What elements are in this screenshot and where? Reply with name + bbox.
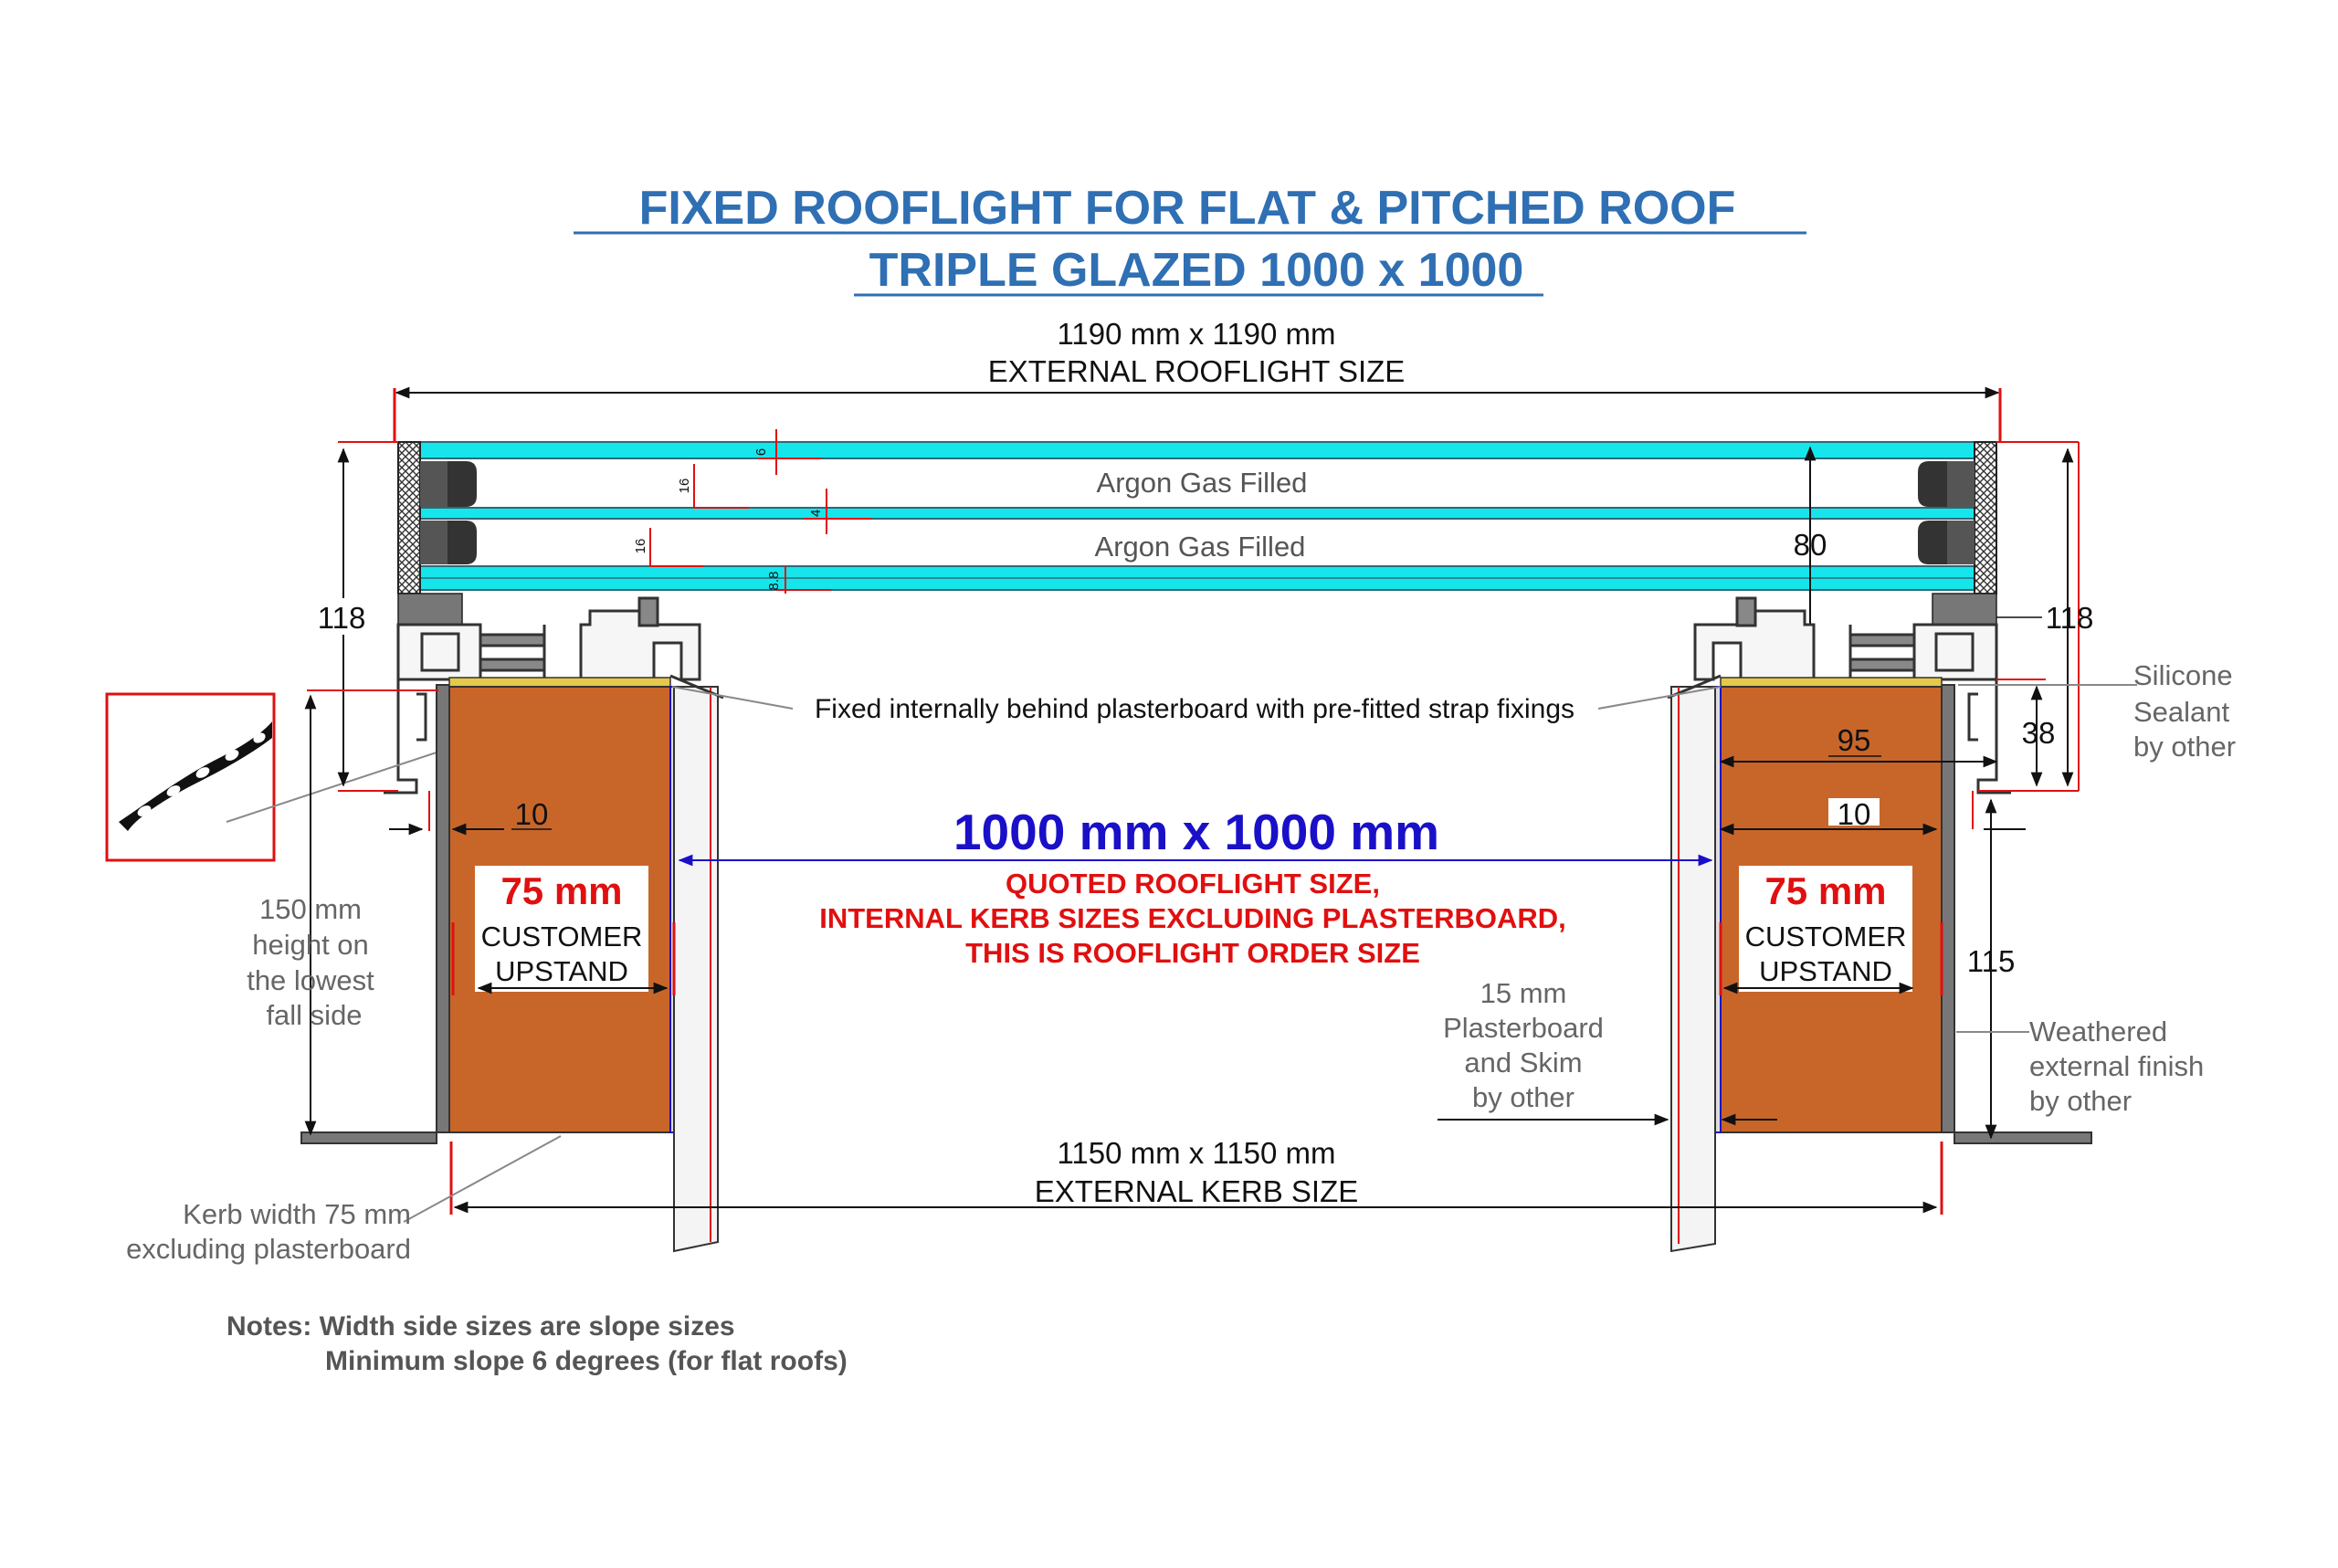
fixing-annotation — [672, 687, 1721, 724]
external-rooflight-dimension — [395, 317, 2000, 443]
dim-cavity-1: 16 — [677, 478, 692, 494]
notes-line-1: Notes: Width side sizes are slope sizes — [226, 1311, 735, 1342]
right-height-118: 118 — [2045, 601, 2094, 635]
plasterboard-line4: by other — [1471, 1081, 1575, 1113]
external-size-value: 1190 mm x 1190 mm — [1057, 317, 1336, 351]
title-line-1: FIXED ROOFLIGHT FOR FLAT & PITCHED ROOF — [638, 182, 1736, 235]
notes-block — [226, 1311, 848, 1376]
dim-inner-pane: 8.8 — [766, 571, 782, 591]
quoted-size-block — [679, 804, 1711, 969]
frame-width-95: 95 — [1837, 723, 1871, 757]
weathered-line1: Weathered — [2029, 1016, 2168, 1047]
weathered-label — [1956, 1016, 2204, 1117]
height-note-line3: the lowest — [247, 964, 374, 996]
height-note-line1: 150 mm — [259, 893, 362, 925]
left-kerb-line2: UPSTAND — [495, 955, 628, 987]
dim-total-80: 80 — [1793, 528, 1827, 562]
title-line-2: TRIPLE GLAZED 1000 x 1000 — [869, 244, 1524, 297]
left-offset-10: 10 — [514, 797, 549, 831]
quoted-line-1: QUOTED ROOFLIGHT SIZE, — [1006, 868, 1380, 900]
argon-label-1: Argon Gas Filled — [1096, 467, 1308, 499]
argon-label-2: Argon Gas Filled — [1094, 531, 1306, 563]
right-kerb-height-115: 115 — [1966, 944, 2016, 978]
silicone-label — [1958, 659, 2236, 763]
silicone-line1: Silicone — [2133, 659, 2233, 691]
right-kerb-line1: CUSTOMER — [1744, 921, 1907, 952]
external-size-label: EXTERNAL ROOFLIGHT SIZE — [987, 354, 1406, 388]
right-kerb-line2: UPSTAND — [1759, 955, 1892, 987]
kerb-width-note — [126, 1136, 561, 1265]
kerb-width-line2: excluding plasterboard — [126, 1233, 411, 1265]
sealant-gap-38: 38 — [2021, 716, 2056, 750]
dim-outer-pane: 6 — [753, 447, 769, 457]
height-note-line4: fall side — [266, 999, 363, 1031]
plasterboard-line2: Plasterboard — [1443, 1012, 1604, 1044]
fixing-label: Fixed internally behind plasterboard with pre-fitted strap fixings — [814, 694, 1575, 724]
kerb-width-line1: Kerb width 75 mm — [183, 1198, 411, 1230]
plasterboard-line1: 15 mm — [1480, 977, 1567, 1009]
left-height-118: 118 — [317, 601, 366, 635]
weathered-line3: by other — [2029, 1085, 2133, 1117]
silicone-line2: Sealant — [2133, 696, 2230, 728]
right-kerb-size: 75 mm — [1764, 869, 1887, 912]
height-note-line2: height on — [252, 929, 369, 961]
dim-middle-pane: 4 — [808, 509, 824, 518]
left-kerb-line1: CUSTOMER — [480, 921, 643, 952]
quoted-line-2: INTERNAL KERB SIZES EXCLUDING PLASTERBOARD, — [819, 902, 1566, 934]
right-offset-10: 10 — [1837, 797, 1871, 831]
notes-line-2: Minimum slope 6 degrees (for flat roofs) — [325, 1346, 848, 1376]
plasterboard-line3: and Skim — [1464, 1047, 1583, 1079]
title-block — [574, 182, 1806, 297]
left-kerb-size: 75 mm — [500, 869, 623, 912]
weathered-line2: external finish — [2029, 1050, 2205, 1082]
left-kerb — [301, 676, 723, 1251]
quoted-line-3: THIS IS ROOFLIGHT ORDER SIZE — [965, 937, 1420, 969]
external-kerb-label: EXTERNAL KERB SIZE — [1034, 1174, 1359, 1208]
silicone-line3: by other — [2133, 731, 2237, 763]
dim-cavity-2: 16 — [633, 538, 648, 554]
quoted-size: 1000 mm x 1000 mm — [953, 804, 1440, 860]
external-kerb-value: 1150 mm x 1150 mm — [1057, 1136, 1336, 1170]
